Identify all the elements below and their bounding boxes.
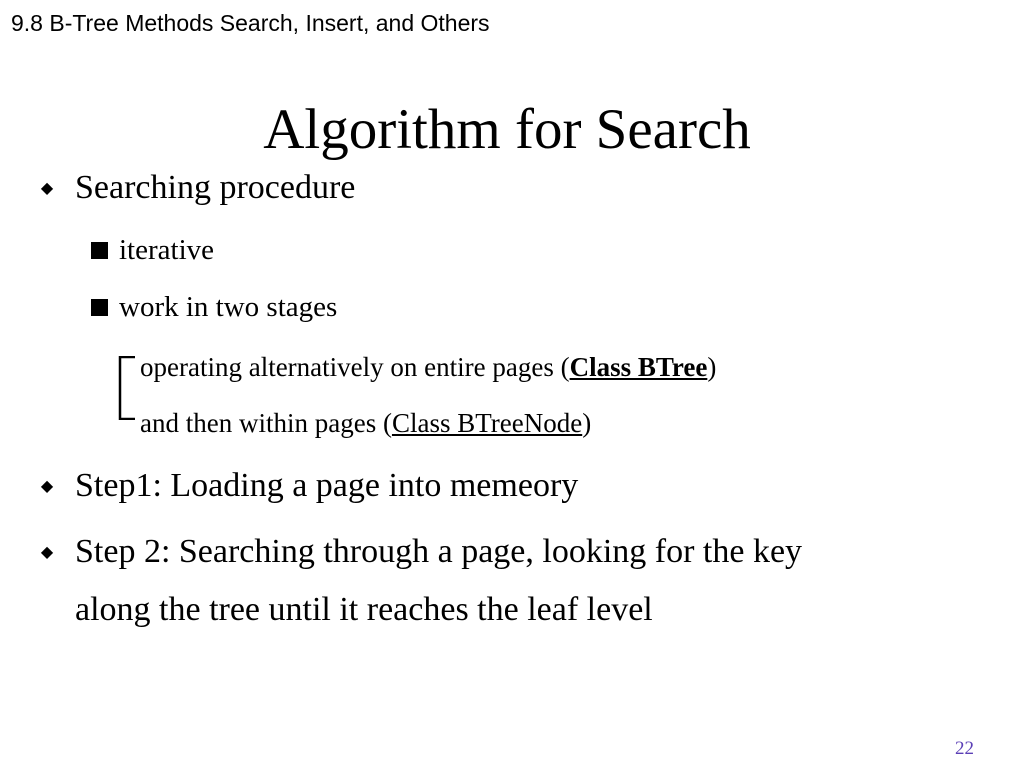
diamond-bullet-icon: ◆ bbox=[40, 478, 54, 495]
bracket-icon bbox=[118, 356, 136, 420]
section-header: 9.8 B-Tree Methods Search, Insert, and Others bbox=[11, 10, 490, 36]
stage-2-suffix: ) bbox=[582, 408, 592, 438]
class-btree-link[interactable]: Class BTree bbox=[569, 352, 708, 382]
stage-line-2 bbox=[140, 407, 591, 439]
square-bullet-icon bbox=[91, 242, 108, 259]
diamond-bullet-icon: ◆ bbox=[40, 544, 54, 561]
slide-title: Algorithm for Search bbox=[263, 98, 751, 161]
sub-bullet-two-stages: work in two stages bbox=[119, 291, 338, 323]
stage-line-1 bbox=[140, 351, 716, 383]
page-number: 22 bbox=[955, 738, 974, 759]
square-bullet-icon bbox=[91, 299, 108, 316]
bullet-step2-line2: along the tree until it reaches the leaf level bbox=[75, 591, 653, 628]
stage-2-prefix: and then within pages ( bbox=[140, 408, 392, 438]
class-btreenode-link[interactable]: Class BTreeNode bbox=[391, 408, 583, 438]
bullet-step1: Step1: Loading a page into memeory bbox=[75, 467, 579, 504]
bullet-step2-line1: Step 2: Searching through a page, looking for the key bbox=[75, 533, 803, 570]
bullet-searching-procedure: Searching procedure bbox=[75, 169, 356, 206]
diamond-bullet-icon: ◆ bbox=[40, 180, 54, 197]
stage-1-suffix: ) bbox=[707, 352, 717, 382]
stage-1-prefix: operating alternatively on entire pages ( bbox=[140, 352, 570, 382]
sub-bullet-iterative: iterative bbox=[119, 234, 215, 266]
